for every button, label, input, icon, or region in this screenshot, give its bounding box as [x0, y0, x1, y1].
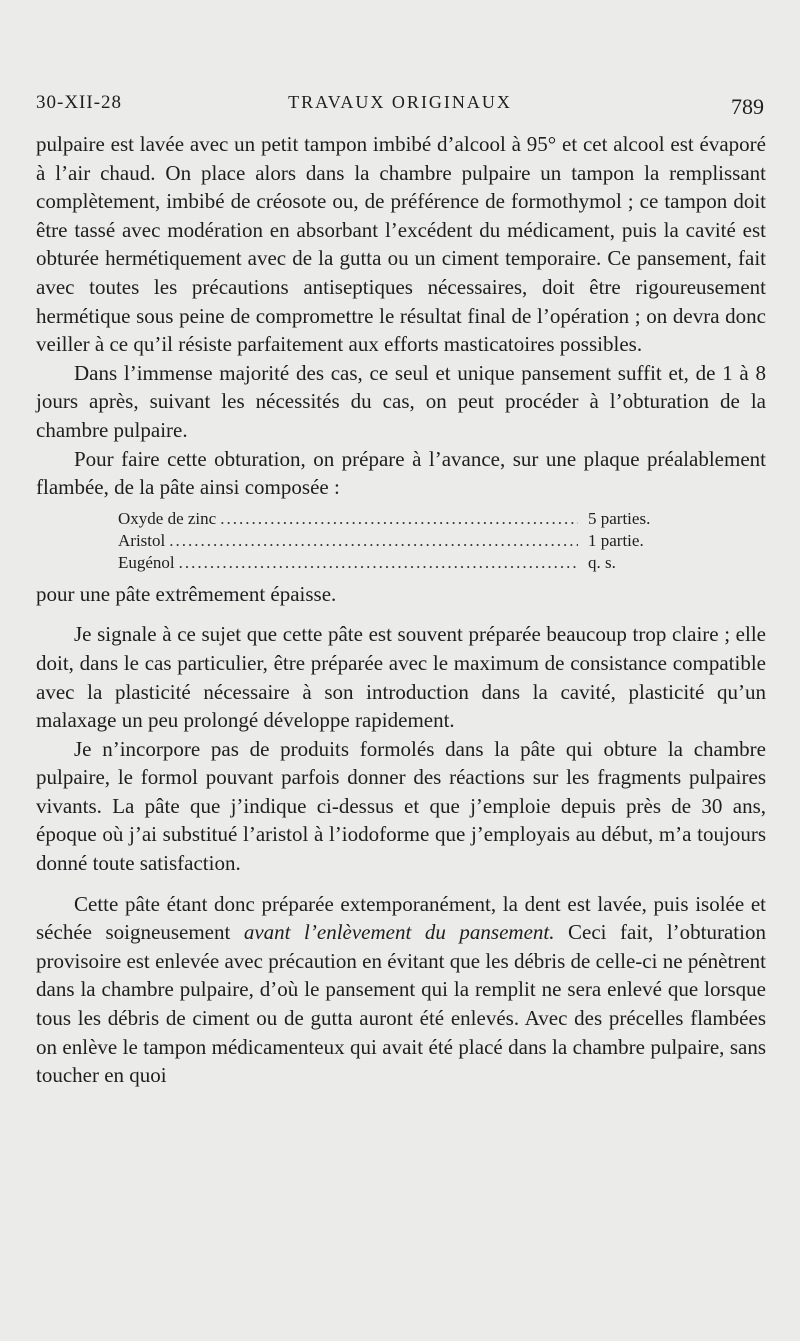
recipe-list: [118, 508, 688, 574]
running-header: [36, 92, 764, 122]
ingredient-name: Eugénol: [118, 552, 175, 572]
emphasis-text: avant l’enlèvement du pansement.: [243, 920, 555, 945]
paragraph-after-recipe: pour une pâte extrêmement épaisse.: [36, 581, 337, 606]
ingredient-name: Oxyde de zinc: [118, 508, 217, 528]
ingredient-name: Aristol: [118, 530, 166, 550]
body-text: [36, 130, 766, 1090]
leader-dots: [220, 508, 578, 530]
ingredient-quantity: 1 partie.: [588, 530, 644, 550]
recipe-row: [118, 508, 688, 530]
recipe-row: [118, 530, 688, 552]
paragraph: Je n’incorpore pas de produits formolés dans la pâte qui obture la chambre pulpaire, le formol pouvant parfois donner des réactions sur les fragments pulpaires vivants. La pâte que j’indique ci-dessus et que j’emploie depuis près de 30 ans, époque où j’ai substitué l’aristol à l’iodoforme que j’employais au début, m’a toujours donné toute satisfaction.: [36, 736, 766, 876]
paragraph: Je signale à ce sujet que cette pâte est souvent préparée beaucoup trop claire ; elle doit, dans le cas particulier, être préparée avec le maximum de consistance compatible avec la plasticité nécessaire à son introduction dans la cavité, plasticité qu’un malaxage un peu prolongé développe rapidement.: [36, 622, 766, 733]
header-date: 30-XII-28: [36, 92, 123, 113]
page-number: 789: [731, 94, 764, 119]
paragraph: Pour faire cette obturation, on prépare à l’avance, sur une plaque préalablement flambée, de la pâte ainsi composée :: [36, 446, 766, 500]
header-title: TRAVAUX ORIGINAUX: [288, 92, 512, 112]
paragraph: [36, 890, 766, 1090]
ingredient-quantity: 5 parties.: [588, 508, 651, 528]
paragraph-text: Cette pâte étant donc préparée extemporanément, la dent est lavée, puis isolée et séchée soigneusement: [36, 891, 766, 945]
recipe-row: [118, 552, 688, 574]
paragraph-text: Ceci fait, l’obturation provisoire est enlevée avec précaution en évitant que les débris de celle-ci ne pénètrent dans la chambre pulpaire, d’où le pansement qui la remplit ne sera enlevé que lorsque tous les débris de ciment ou de gutta auront été enlevés. Avec des précelles flambées on enlève le tampon médicamenteux qui avait été placé dans la chambre pulpaire, sans toucher en quoi: [36, 920, 766, 1088]
paragraph: Dans l’immense majorité des cas, ce seul et unique pansement suffit et, de 1 à 8 jours après, suivant les nécessités du cas, on peut procéder à l’obturation de la chambre pulpaire.: [36, 360, 766, 442]
ingredient-quantity: q. s.: [588, 552, 616, 572]
leader-dots: [169, 530, 578, 552]
paragraph-continuation: pulpaire est lavée avec un petit tampon imbibé d’alcool à 95° et cet alcool est évaporé à l’air chaud. On place alors dans la chambre pulpaire un tampon la remplissant complètement, imbibé de créosote ou, de préférence de formothymol ; ce tampon doit être tassé avec modération en absorbant l’excédent du médicament, puis la cavité est obturée hermétiquement avec de la gutta ou un ciment temporaire. Ce pansement, fait avec toutes les précautions antiseptiques nécessaires, doit être rigoureusement hermétique sous peine de compromettre le résultat final de l’opération ; on devra donc veiller à ce qu’il résiste parfaitement aux efforts masticatoires possibles.: [36, 132, 766, 357]
leader-dots: [179, 552, 578, 574]
